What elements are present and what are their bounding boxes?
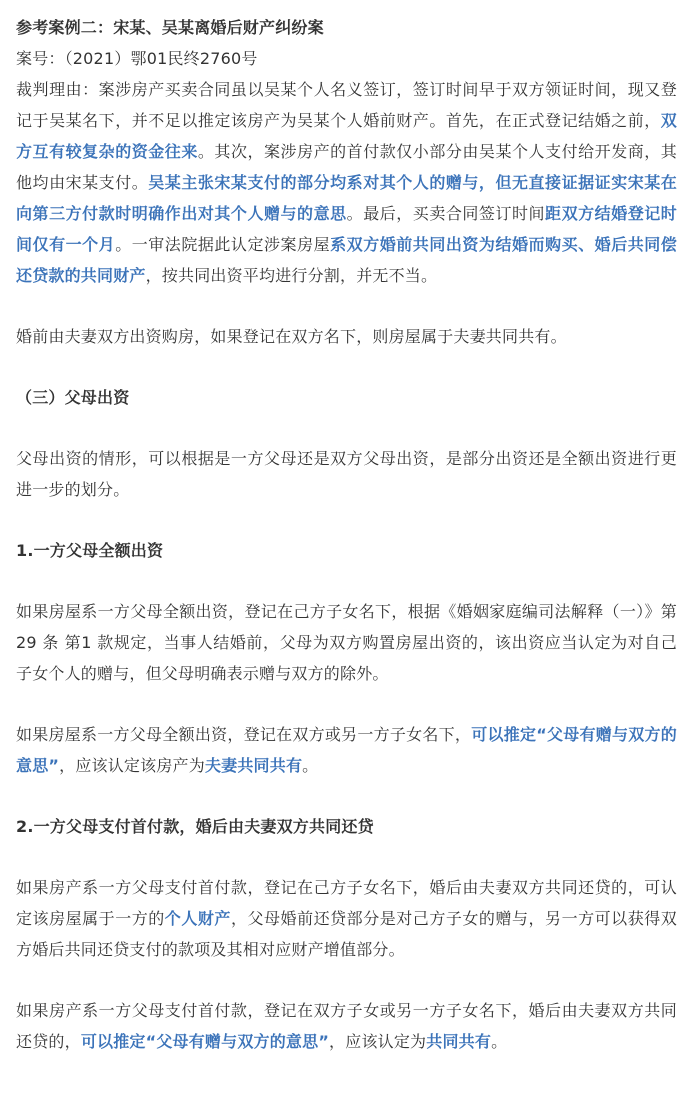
case-reason-highlight: 吴某主张宋某支付的部分均系对其个人的赠与，但无直接证据证实宋某在向第三方付款时明确作出对其个人赠与的意思	[16, 173, 677, 223]
joint-purchase-paragraph: 婚前由夫妻双方出资购房，如果登记在双方名下，则房屋属于夫妻共同共有。	[16, 327, 567, 346]
paragraph-highlight: 可以推定“父母有赠与双方的意思”	[16, 725, 677, 775]
case-reason-part: 。一审法院据此认定涉案房屋	[115, 235, 331, 254]
paragraph-part: ，应该认定该房产为	[59, 756, 205, 775]
case-title: 参考案例二：宋某、吴某离婚后财产纠纷案	[16, 18, 324, 37]
section-3-intro: 父母出资的情形，可以根据是一方父母还是双方父母出资，是部分出资还是全额出资进行更进一步的划分。	[16, 449, 677, 499]
subsection-2-heading: 2.一方父母支付首付款，婚后由夫妻双方共同还贷	[16, 817, 374, 836]
case-number: 案号：（2021）鄂01民终2760号	[16, 49, 258, 68]
case-reason-highlight: 系双方婚前共同出资为结婚而购买、婚后共同偿还贷款的共同财产	[16, 235, 677, 285]
paragraph-part: ，父母婚前还贷部分是对己方子女的赠与，另一方可以获得双方婚后共同还贷支付的款项及其相对应财产增值部分。	[16, 909, 677, 959]
subsection-2-paragraph-1	[16, 872, 677, 965]
paragraph-highlight: 夫妻共同共有	[204, 756, 303, 775]
paragraph-part: 如果房产系一方父母支付首付款，登记在己方子女名下，婚后由夫妻双方共同还贷的，可认定该房屋属于一方的	[16, 878, 677, 928]
subsection-1-heading: 1.一方父母全额出资	[16, 541, 164, 560]
subsection-1-paragraph-1: 如果房屋系一方父母全额出资，登记在己方子女名下，根据《婚姻家庭编司法解释（一）》第 29 条 第1 款规定，当事人结婚前，父母为双方购置房屋出资的，该出资应当认定为对自己子女个人的赠与，但父母明确表示赠与双方的除外。	[16, 602, 677, 683]
case-reason	[16, 74, 677, 291]
case-reason-part: ，按共同出资平均进行分割，并无不当。	[145, 266, 438, 285]
case-reason-part: 。最后，买卖合同签订时间	[346, 204, 546, 223]
case-reason-part: 裁判理由：案涉房产买卖合同虽以吴某个人名义签订，签订时间早于双方领证时间，现又登记于吴某名下，并不足以推定该房产为吴某个人婚前财产。首先，在正式登记结婚之前，	[16, 80, 677, 130]
paragraph-highlight: 个人财产	[164, 909, 231, 928]
case-reason-part: 。其次，案涉房产的首付款仅小部分由吴某个人支付给开发商，其他均由宋某支付。	[16, 142, 677, 192]
paragraph-highlight: 共同共有	[426, 1032, 492, 1051]
subsection-2-paragraph-2	[16, 995, 677, 1057]
case-reason-highlight: 双方互有较复杂的资金往来	[16, 111, 677, 161]
section-3-heading: （三）父母出资	[16, 388, 130, 407]
paragraph-part: 。	[491, 1032, 508, 1051]
paragraph-highlight: 可以推定“父母有赠与双方的意思”	[80, 1032, 330, 1051]
subsection-1-paragraph-2	[16, 719, 677, 781]
case-reason-highlight: 距双方结婚登记时间仅有一个月	[16, 204, 677, 254]
paragraph-part: 如果房产系一方父母支付首付款，登记在双方子女或另一方子女名下，婚后由夫妻双方共同还贷的，	[16, 1001, 677, 1051]
paragraph-part: 。	[302, 756, 319, 775]
paragraph-part: ，应该认定为	[329, 1032, 427, 1051]
paragraph-part: 如果房屋系一方父母全额出资，登记在双方或另一方子女名下，	[16, 725, 472, 744]
